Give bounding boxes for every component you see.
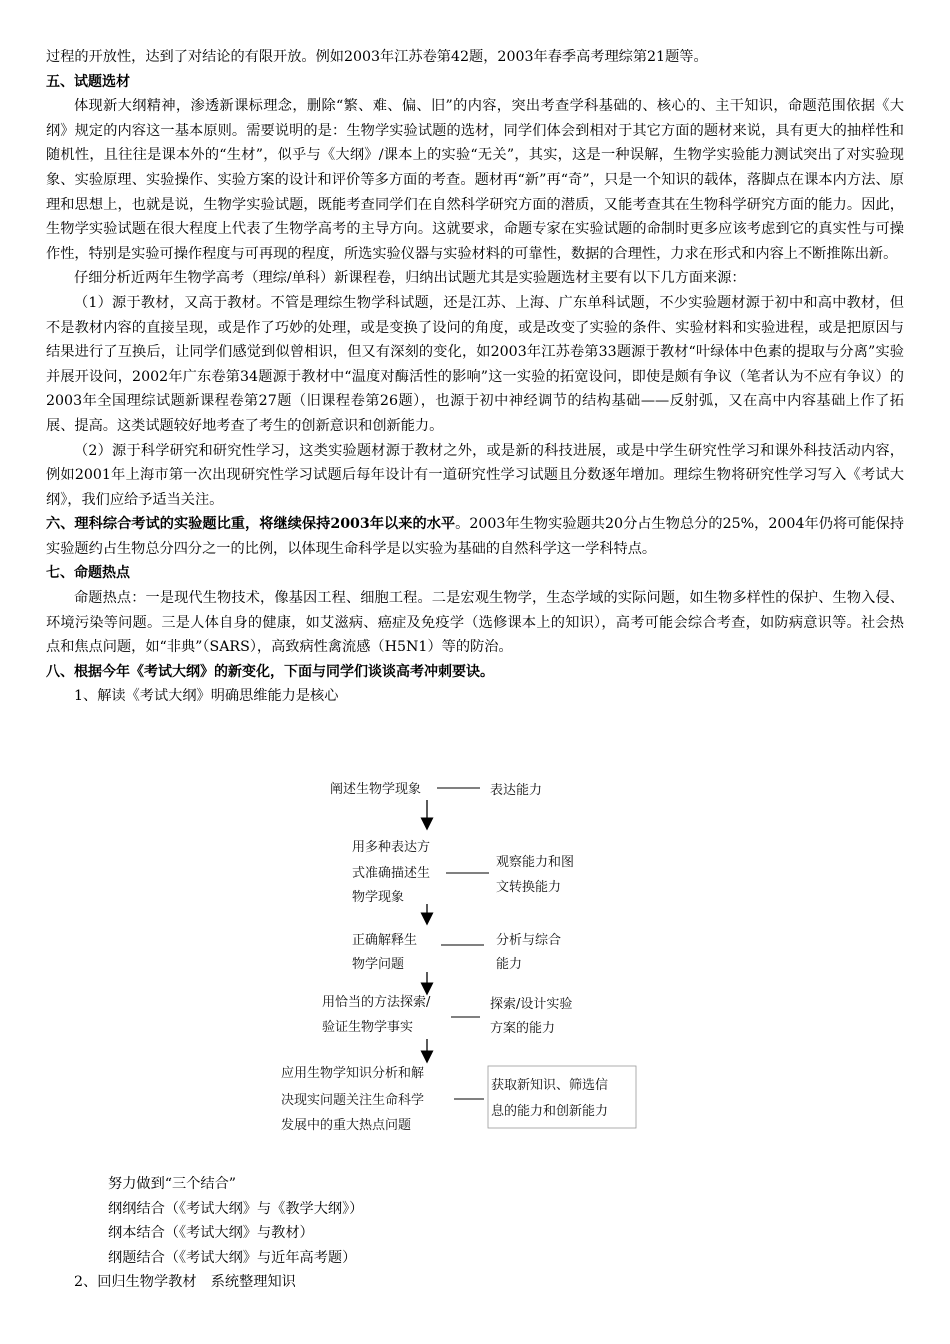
flow-step-3-line: 物学问题 (352, 957, 405, 972)
paragraph-5c: （1）源于教材，又高于教材。不管是理综生物学科试题，还是江苏、上海、广东单科试题，不少实验题材源于初中和高中教材，但不是教材内容的直接呈现，或是作了巧妙的处理，或是变换了设问的角度，或是改变了实验的条件、实验材料和实验进程，或是把原因与结果进行了互换后，让同学们感觉到似曾相识，但又有深刻的变化，如2003年江苏卷第33题源于教材“叶绿体中色素的提取与分离”实验并展开设问，2002年广东卷第34题源于教材中“温度对酶活性的影响”这一实验的拓宽设问，即使是颇有争议（笔者认为不应有争议）的2003年全国理综试题新课程卷第27题（旧课程卷第26题），也源于初中神经调节的结构基础——反射弧，又在高中内容基础上作了拓展、提高。这类试题较好地考查了考生的创新意识和创新能力。 (46, 294, 904, 434)
flow-step-5 (281, 1065, 424, 1133)
paragraph-6-text: 。2003年生物实验题共20分占生物总分的25%，2004年仍将可能保持实验题约占生物总分四分之一的比例，以体现生命科学是以实验为基础的自然科学这一学科特点。 (46, 516, 904, 557)
flow-step-4-line: 用恰当的方法探索/ (322, 995, 431, 1010)
tail-line-2: 纲纲结合（《考试大纲》与《教学大纲》） (108, 1200, 364, 1217)
list-item-2: 2、回归生物学教材 系统整理知识 (74, 1274, 296, 1291)
flow-ability-1-line: 表达能力 (490, 783, 543, 798)
flow-ability-3-line: 能力 (496, 957, 523, 972)
tail-line-4: 纲题结合（《考试大纲》与近年高考题） (108, 1249, 357, 1266)
flow-step-5-line: 决现实问题关注生命科学 (281, 1093, 425, 1108)
flow-step-4 (322, 994, 431, 1035)
flow-step-2-line: 用多种表达方 (352, 840, 431, 855)
paragraph-6 (46, 512, 904, 561)
flow-step-5-line: 应用生物学知识分析和解 (281, 1066, 425, 1081)
flow-ability-5-box (488, 1066, 636, 1128)
paragraph-5d: （2）源于科学研究和研究性学习，这类实验题材源于教材之外，或是新的科技进展，或是中学生研究性学习和课外科技活动内容，例如2001年上海市第一次出现研究性学习试题后每年设计有一道研究性学习试题且分数逐年增加。理综生物将研究性学习写入《考试大纲》，我们应给予适当关注。 (46, 442, 904, 508)
flow-ability-4-line: 方案的能力 (490, 1021, 556, 1036)
paragraph-5a: 体现新大纲精神，渗透新课标理念，删除“繁、难、偏、旧”的内容，突出考查学科基础的、核心的、主干知识，命题范围依据《大纲》规定的内容这一基本原则。需要说明的是：生物学实验试题的选材，同学们体会到相对于其它方面的题材来说，具有更大的抽样性和随机性，且往往是课本外的“生材”，似乎与《大纲》/课本上的实验“无关”，其实，这是一种误解，生物学实验能力测试突出了对实验现象、实验原理、实验操作、实验方案的设计和评价等多方面的考查。题材再“新”再“奇”，只是一个知识的载体，落脚点在课本内方法、原理和思想上，也就是说，生物学实验试题，既能考查同学们在自然科学研究方面的潜质，又能考查其在生物科学研究方面的能力。因此，生物学实验试题在很大程度上代表了生物学高考的主导方向。这就要求，命题专家在实验试题的命制时更多应该考虑到它的真实性与可操作性，特别是实验可操作程度与可再现的程度，所选实验仪器与实验材料的可靠性，数据的合理性，力求在形式和内容上不断推陈出新。 (46, 98, 904, 262)
flow-step-2-line: 物学现象 (352, 890, 405, 905)
list-item-1: 1、解读《考试大纲》明确思维能力是核心 (74, 688, 339, 705)
flow-ability-4 (490, 996, 572, 1036)
flow-ability-4-line: 探索/设计实验 (490, 997, 573, 1012)
flow-ability-2-line: 观察能力和图 (496, 855, 575, 870)
flow-step-1-line: 阐述生物学现象 (330, 782, 422, 797)
flow-step-5-line: 发展中的重大热点问题 (281, 1118, 412, 1133)
paragraph-7: 命题热点：一是现代生物技术，像基因工程、细胞工程。二是宏观生物学，生态学域的实际问题，如生物多样性的保护、生物入侵、环境污染等问题。三是人体自身的健康，如艾滋病、癌症及免疫学（选修课本上的知识），高考可能会综合考查，如防病意识等。社会热点和焦点问题，如“非典”（SARS），高致病性禽流感（H5N1）等的防治。 (46, 590, 904, 656)
flow-step-2-line: 式准确描述生 (352, 866, 431, 881)
paragraph-5b: 仔细分析近两年生物学高考（理综/单科）新课程卷，归纳出试题尤其是实验题选材主要有以下几方面来源： (74, 270, 746, 287)
tail-line-3: 纲本结合（《考试大纲》与教材） (108, 1225, 314, 1242)
flow-ability-5 (488, 1066, 636, 1128)
flow-step-1 (330, 781, 421, 797)
tail-line-1: 努力做到“三个结合” (108, 1176, 237, 1192)
heading-8: 八、根据今年《考试大纲》的新变化，下面与同学们谈谈高考冲刺要诀。 (46, 663, 494, 680)
flow-ability-1 (490, 782, 542, 798)
heading-7: 七、命题热点 (46, 565, 130, 582)
flow-step-3 (352, 932, 417, 972)
heading-6: 六、理科综合考试的实验题比重，将继续保持2003年以来的水平 (46, 516, 456, 533)
document-body (46, 45, 904, 709)
three-combinations-list (46, 1172, 904, 1295)
flow-ability-3-line: 分析与综合 (496, 933, 562, 948)
paragraph-open: 过程的开放性，达到了对结论的有限开放。例如2003年江苏卷第42题，2003年春季高考理综第21题等。 (46, 49, 708, 65)
flow-step-4-line: 验证生物学事实 (322, 1020, 414, 1035)
flow-ability-5-line: 获取新知识、筛选信 (491, 1078, 609, 1093)
flow-step-2 (352, 839, 430, 905)
flow-ability-3 (496, 932, 561, 972)
flow-ability-2-line: 文转换能力 (496, 880, 562, 895)
flow-ability-5-line: 息的能力和创新能力 (491, 1104, 609, 1119)
flow-ability-2 (496, 854, 574, 895)
flow-step-3-line: 正确解释生 (352, 933, 418, 948)
heading-5: 五、试题选材 (46, 73, 130, 90)
